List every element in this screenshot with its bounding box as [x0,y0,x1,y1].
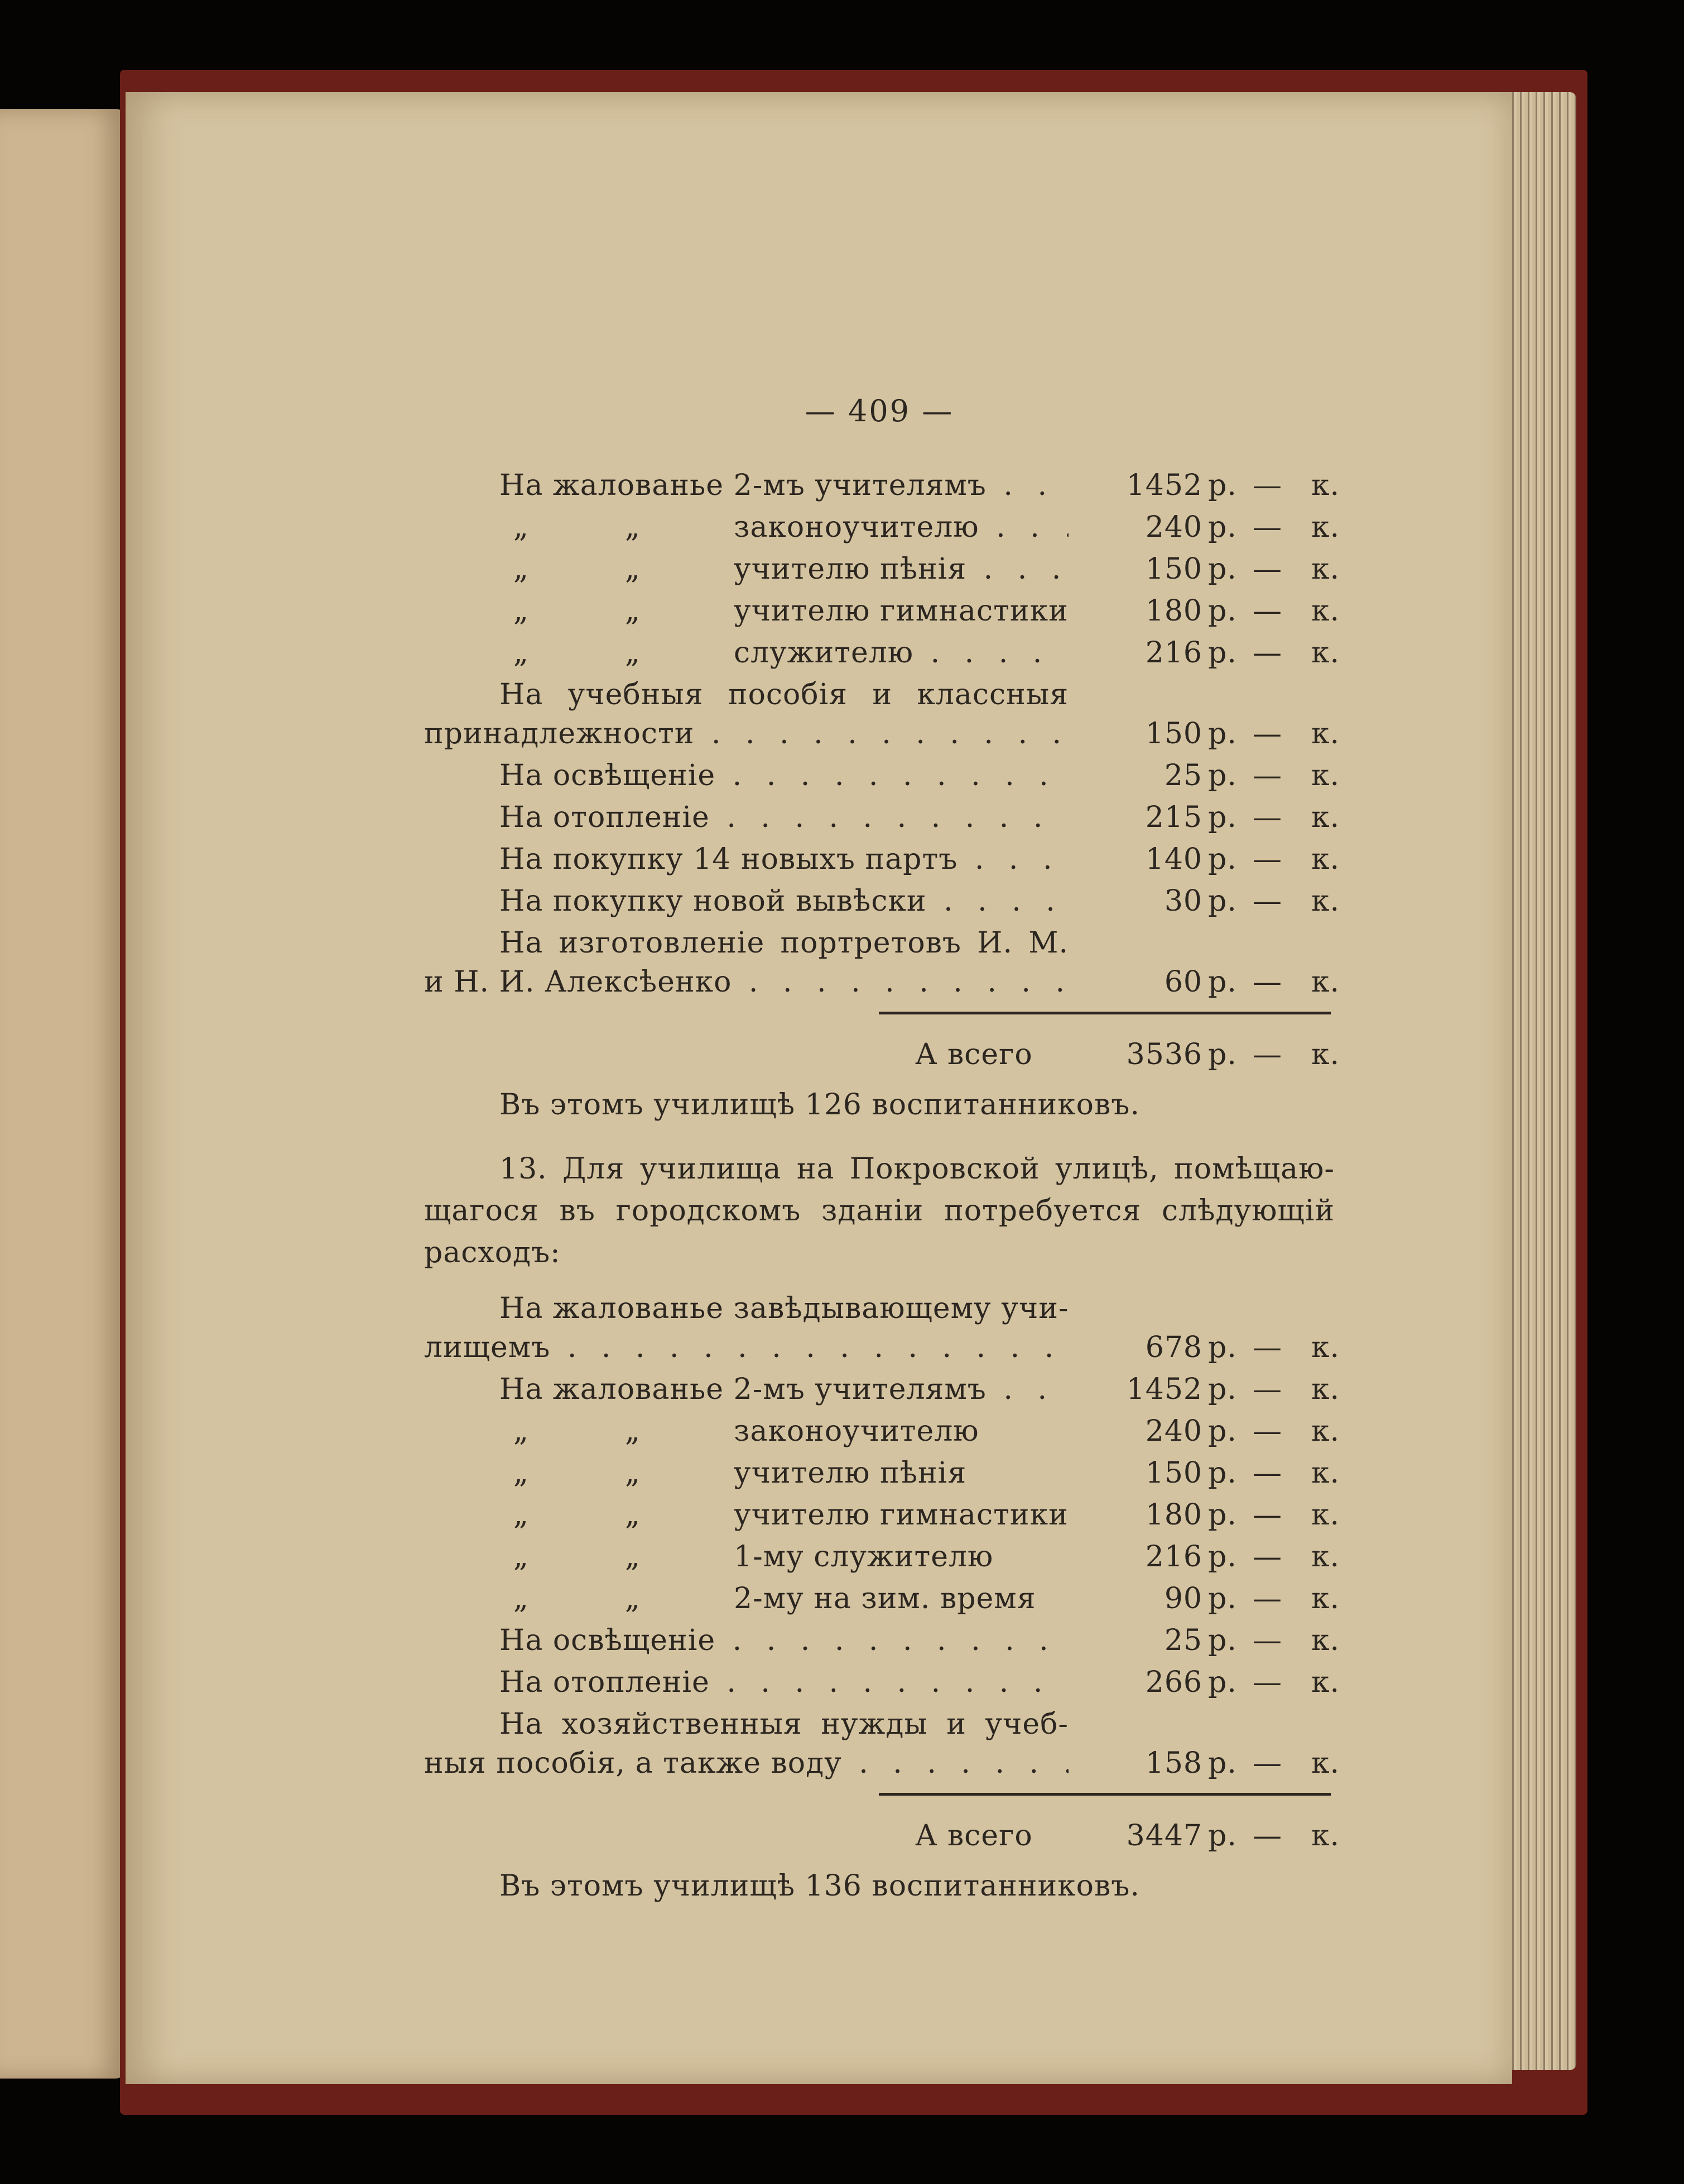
table-row [424,633,1340,672]
row-amount: 158 [1145,1747,1202,1780]
kop-unit: к. [1311,594,1340,628]
total-label: А всего [915,1038,1033,1071]
row-amount: 150 [1145,717,1202,751]
rub-unit: р. [1208,717,1237,751]
rub-unit: р. [1208,1373,1237,1406]
dash: — [1253,594,1282,628]
dash: — [1253,1624,1282,1657]
row-label: На освѣщеніе . . . [499,1621,1069,1660]
table-row [424,1328,1340,1367]
kop-unit: к. [1311,1038,1340,1071]
kop-unit: к. [1311,1666,1340,1699]
ditto-mark: „ [513,1540,529,1574]
rub-unit: р. [1208,1331,1237,1364]
row-label: На покупку 14 новыхъ партъ . . . [499,840,1069,879]
row-label: На освѣщеніе . . . [499,756,1069,795]
total-label: А всего [915,1819,1033,1853]
row-label: служителю . . . [734,633,1069,672]
table-row [424,963,1340,1002]
dash: — [1253,636,1282,670]
table-row [424,508,1340,547]
row-label-line1: На учебныя пособія и классныя [499,678,1069,711]
rub-unit: р. [1208,1038,1237,1071]
dash: — [1253,1540,1282,1574]
rub-unit: р. [1208,965,1237,999]
dash: — [1253,1456,1282,1490]
table-row [424,1537,1340,1576]
page-number: — 409 — [805,393,954,429]
ditto-mark: „ [625,1498,641,1532]
row-amount: 1452 [1126,469,1202,502]
ditto-mark: „ [513,1456,529,1490]
kop-unit: к. [1311,469,1340,502]
row-amount: 180 [1145,1498,1202,1532]
paragraph-line: 13. Для училища на Покровской улицѣ, помѣщаю- [499,1152,1335,1186]
paragraph-line: щагося въ городскомъ зданіи потребуется слѣдующій [424,1194,1335,1228]
rub-unit: р. [1208,552,1237,586]
row-amount: 150 [1145,1456,1202,1490]
dash: — [1253,1666,1282,1699]
row-amount: 216 [1145,1540,1202,1574]
table-row [424,1621,1340,1660]
rub-unit: р. [1208,801,1237,834]
dash: — [1253,801,1282,834]
ditto-mark: „ [513,552,529,586]
rub-unit: р. [1208,1582,1237,1615]
rub-unit: р. [1208,1666,1237,1699]
kop-unit: к. [1311,636,1340,670]
table-row [424,1663,1340,1702]
row-amount: 240 [1145,1415,1202,1448]
pupils-note: Въ этомъ училищѣ 126 воспитанниковъ. [499,1088,1140,1122]
dash: — [1253,1415,1282,1448]
table-row [424,591,1340,631]
rub-unit: р. [1208,759,1237,792]
kop-unit: к. [1311,1819,1340,1853]
kop-unit: к. [1311,1415,1340,1448]
rub-unit: р. [1208,636,1237,670]
ditto-mark: „ [513,1582,529,1615]
rub-unit: р. [1208,1456,1237,1490]
row-label: 2-му на зим. время [734,1582,1036,1615]
dash: — [1253,884,1282,918]
ditto-mark: „ [625,511,641,544]
table-row [424,1412,1340,1451]
total-row [424,1035,1340,1074]
ditto-mark: „ [513,636,529,670]
rub-unit: р. [1208,1819,1237,1853]
table-row [424,1495,1340,1534]
ditto-mark: „ [625,594,641,628]
rub-unit: р. [1208,843,1237,876]
kop-unit: к. [1311,1747,1340,1780]
row-amount: 240 [1145,511,1202,544]
kop-unit: к. [1311,1498,1340,1532]
row-amount: 140 [1145,843,1202,876]
dash: — [1253,965,1282,999]
kop-unit: к. [1311,965,1340,999]
row-label: На жалованье 2-мъ учителямъ . . . [499,466,1069,505]
dash: — [1253,1582,1282,1615]
row-label: учителю пѣнія [734,1456,967,1490]
row-amount: 30 [1164,884,1202,918]
kop-unit: к. [1311,1456,1340,1490]
table-row [424,882,1340,921]
kop-unit: к. [1311,552,1340,586]
total-amount: 3447 [1126,1819,1202,1853]
dash: — [1253,1747,1282,1780]
kop-unit: к. [1311,717,1340,751]
rub-unit: р. [1208,1747,1237,1780]
kop-unit: к. [1311,511,1340,544]
dash: — [1253,717,1282,751]
row-amount: 90 [1164,1582,1202,1615]
ditto-mark: „ [513,594,529,628]
ditto-mark: „ [625,1582,641,1615]
row-label: На покупку новой вывѣски . . . [499,882,1069,921]
kop-unit: к. [1311,1373,1340,1406]
row-amount: 216 [1145,636,1202,670]
dash: — [1253,1373,1282,1406]
dash: — [1253,1498,1282,1532]
dash: — [1253,843,1282,876]
ditto-mark: „ [625,1456,641,1490]
table-row [424,714,1340,753]
kop-unit: к. [1311,1331,1340,1364]
kop-unit: к. [1311,1540,1340,1574]
row-label: и Н. И. Алексѣенко . . . [424,963,1069,1002]
ditto-mark: „ [625,1415,641,1448]
row-label-line1: На изготовленіе портретовъ И. М. [499,926,1069,960]
rub-unit: р. [1208,1540,1237,1574]
row-label: законоучителю [734,1415,979,1448]
table-row [424,1579,1340,1618]
dash: — [1253,1819,1282,1853]
rub-unit: р. [1208,884,1237,918]
dash: — [1253,759,1282,792]
book-page [126,92,1512,2084]
row-amount: 215 [1145,801,1202,834]
row-label: принадлежности . . . [424,714,1069,753]
row-amount: 150 [1145,552,1202,586]
sum-rule [879,1793,1331,1796]
row-amount: 60 [1164,965,1202,999]
table-row [424,550,1340,589]
total-amount: 3536 [1126,1038,1202,1071]
row-label: учителю гимнастики [734,594,1069,628]
table-row [424,466,1340,505]
rub-unit: р. [1208,1498,1237,1532]
total-row [424,1816,1340,1855]
row-label: На отопленіе . . . [499,1663,1069,1702]
table-row [424,798,1340,837]
row-label: учителю гимнастики [734,1498,1069,1532]
ditto-mark: „ [513,1415,529,1448]
table-row [424,840,1340,879]
row-amount: 266 [1145,1666,1202,1699]
dash: — [1253,552,1282,586]
row-amount: 1452 [1126,1373,1202,1406]
rub-unit: р. [1208,511,1237,544]
kop-unit: к. [1311,1582,1340,1615]
ditto-mark: „ [625,1540,641,1574]
row-amount: 25 [1164,1624,1202,1657]
dash: — [1253,511,1282,544]
dash: — [1253,1038,1282,1071]
row-label: ныя пособія, а также воду . . . [424,1744,1069,1783]
rub-unit: р. [1208,1415,1237,1448]
table-row [424,1454,1340,1493]
row-label: На жалованье 2-мъ учителямъ . . . [499,1370,1069,1409]
dash: — [1253,1331,1282,1364]
kop-unit: к. [1311,1624,1340,1657]
table-row [424,1370,1340,1409]
sum-rule [879,1012,1331,1014]
row-amount: 180 [1145,594,1202,628]
kop-unit: к. [1311,801,1340,834]
rub-unit: р. [1208,469,1237,502]
row-label: учителю пѣнія . . . [734,550,1069,589]
row-label: лищемъ . . . [424,1328,1069,1367]
kop-unit: к. [1311,884,1340,918]
ditto-mark: „ [625,552,641,586]
ditto-mark: „ [513,1498,529,1532]
ditto-mark: „ [513,511,529,544]
row-label: законоучителю . . . [734,508,1069,547]
row-label: 1-му служителю [734,1540,994,1574]
ditto-mark: „ [625,636,641,670]
pupils-note: Въ этомъ училищѣ 136 воспитанниковъ. [499,1869,1140,1903]
row-amount: 678 [1145,1331,1202,1364]
dash: — [1253,469,1282,502]
paragraph-line: расходъ: [424,1236,561,1269]
kop-unit: к. [1311,759,1340,792]
row-label: На отопленіе . . . [499,798,1069,837]
kop-unit: к. [1311,843,1340,876]
row-label-line1: На хозяйственныя нужды и учеб- [499,1707,1069,1741]
table-row [424,1744,1340,1783]
row-amount: 25 [1164,759,1202,792]
left-page-edge [0,109,126,2079]
rub-unit: р. [1208,594,1237,628]
rub-unit: р. [1208,1624,1237,1657]
row-label-line1: На жалованье завѣдывающему учи- [499,1292,1069,1325]
page-edges [1501,92,1576,2070]
table-row [424,756,1340,795]
